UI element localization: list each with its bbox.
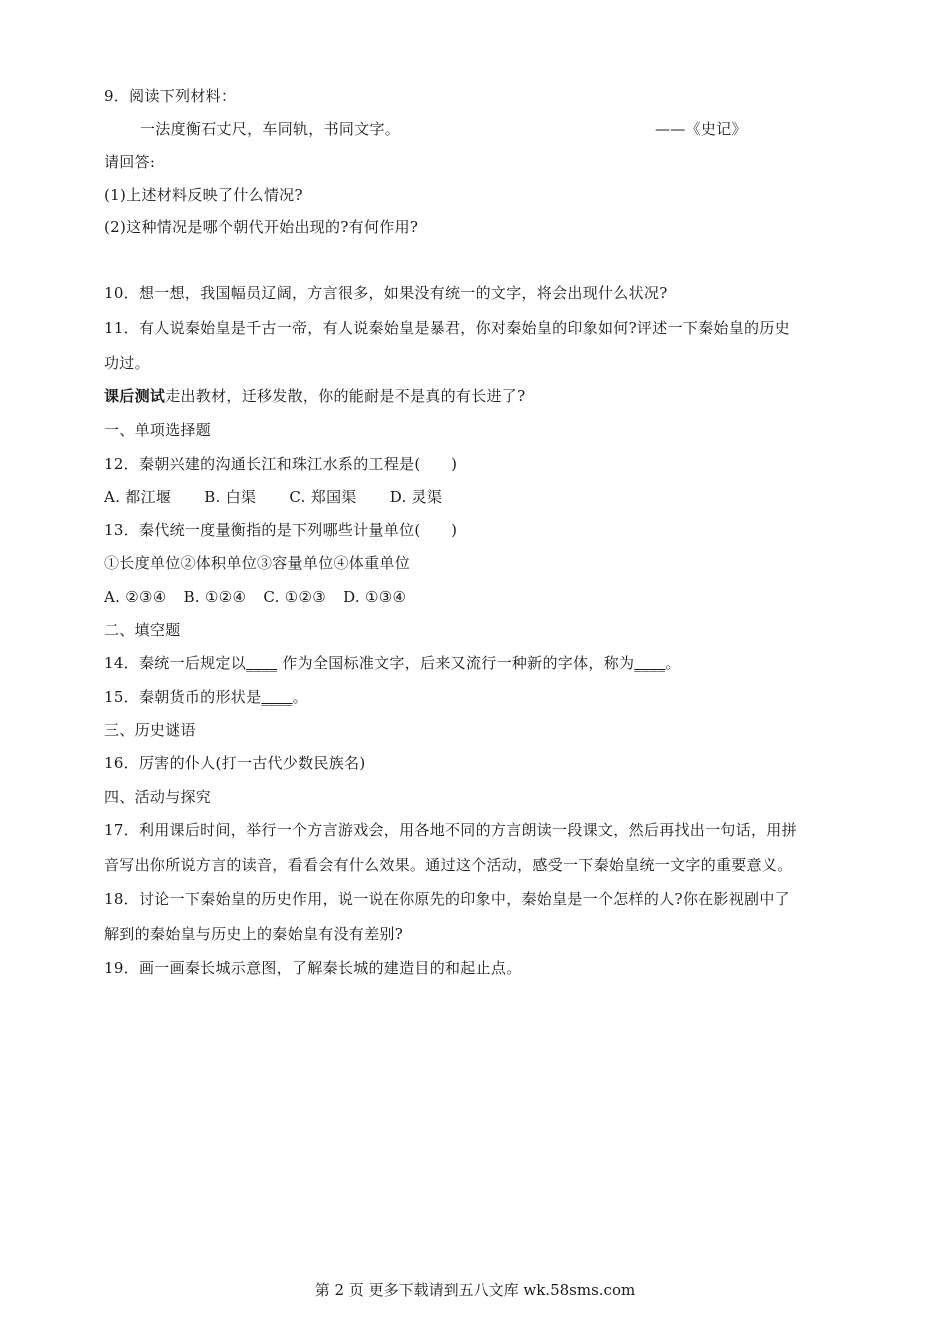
section3-heading: 三、历史谜语	[104, 721, 196, 739]
q15-blank1: ____	[261, 688, 293, 706]
q13-option-d: D. ①③④	[343, 588, 407, 606]
q11-line2: 功过。	[104, 354, 150, 372]
after-class-text: 走出教材，迁移发散，你的能耐是不是真的有长进了?	[165, 387, 526, 405]
q14-blank1: ____	[246, 654, 278, 672]
q13-option-b: B. ①②④	[183, 588, 247, 606]
q18-line1: 18．讨论一下秦始皇的历史作用，说一说在你原先的印象中，秦始皇是一个怎样的人?你在影视剧中了	[104, 890, 790, 908]
q11-line1: 11．有人说秦始皇是千古一帝，有人说秦始皇是暴君，你对秦始皇的印象如何?评述一下秦始皇的历史	[104, 319, 790, 337]
q18-line2: 解到的秦始皇与历史上的秦始皇有没有差别?	[104, 925, 404, 943]
q13-options	[104, 587, 870, 607]
q9-quote: 一法度衡石丈尺，车同轨，书同文字。	[140, 120, 401, 138]
q14-part3: 。	[665, 654, 681, 672]
q16: 16．厉害的仆人(打一古代少数民族名)	[104, 754, 366, 772]
q15	[104, 687, 870, 707]
q12-stem: 12．秦朝兴建的沟通长江和珠江水系的工程是( )	[104, 455, 458, 473]
q12-options	[104, 487, 870, 507]
q9-sub1: (1)上述材料反映了什么情况?	[104, 186, 303, 204]
q12-option-c: C. 郑国渠	[289, 488, 357, 506]
q10: 10．想一想，我国幅员辽阔，方言很多，如果没有统一的文字，将会出现什么状况?	[104, 284, 668, 302]
q19: 19．画一画秦长城示意图，了解秦长城的建造目的和起止点。	[104, 959, 522, 977]
section4-heading: 四、活动与探究	[104, 788, 212, 806]
q9-title: 9．阅读下列材料：	[104, 87, 237, 105]
q17-line2: 音写出你所说方言的读音，看看会有什么效果。通过这个活动，感受一下秦始皇统一文字的重要意义。	[104, 856, 793, 874]
q17-line1: 17．利用课后时间，举行一个方言游戏会，用各地不同的方言朗读一段课文，然后再找出一句话，用拼	[104, 821, 797, 839]
q14-part2: 作为全国标准文字，后来又流行一种新的字体，称为	[277, 654, 635, 672]
q9-prompt: 请回答:	[104, 153, 156, 171]
after-class-label: 课后测试	[104, 387, 166, 405]
q15-part1: 15．秦朝货币的形状是	[104, 688, 262, 706]
q14	[104, 653, 870, 673]
page-footer: 第 2 页 更多下载请到五八文库 wk.58sms.com	[314, 1281, 636, 1299]
q9-quote-line	[140, 119, 870, 139]
q13-items: ①长度单位②体积单位③容量单位④体重单位	[104, 554, 411, 572]
q12-option-a: A. 都江堰	[104, 488, 172, 506]
section2-heading: 二、填空题	[104, 621, 181, 639]
q9-source: ——《史记》	[655, 120, 747, 138]
q12-option-d: D. 灵渠	[389, 488, 443, 506]
q13-option-a: A. ②③④	[104, 588, 167, 606]
q9-sub2: (2)这种情况是哪个朝代开始出现的?有何作用?	[104, 218, 419, 236]
q15-part2: 。	[292, 688, 308, 706]
q13-stem: 13．秦代统一度量衡指的是下列哪些计量单位( )	[104, 521, 458, 539]
q14-part1: 14．秦统一后规定以	[104, 654, 247, 672]
after-class-header	[104, 386, 870, 406]
section1-heading: 一、单项选择题	[104, 421, 212, 439]
q12-option-b: B. 白渠	[204, 488, 257, 506]
q13-option-c: C. ①②③	[263, 588, 326, 606]
q14-blank2: ____	[634, 654, 666, 672]
